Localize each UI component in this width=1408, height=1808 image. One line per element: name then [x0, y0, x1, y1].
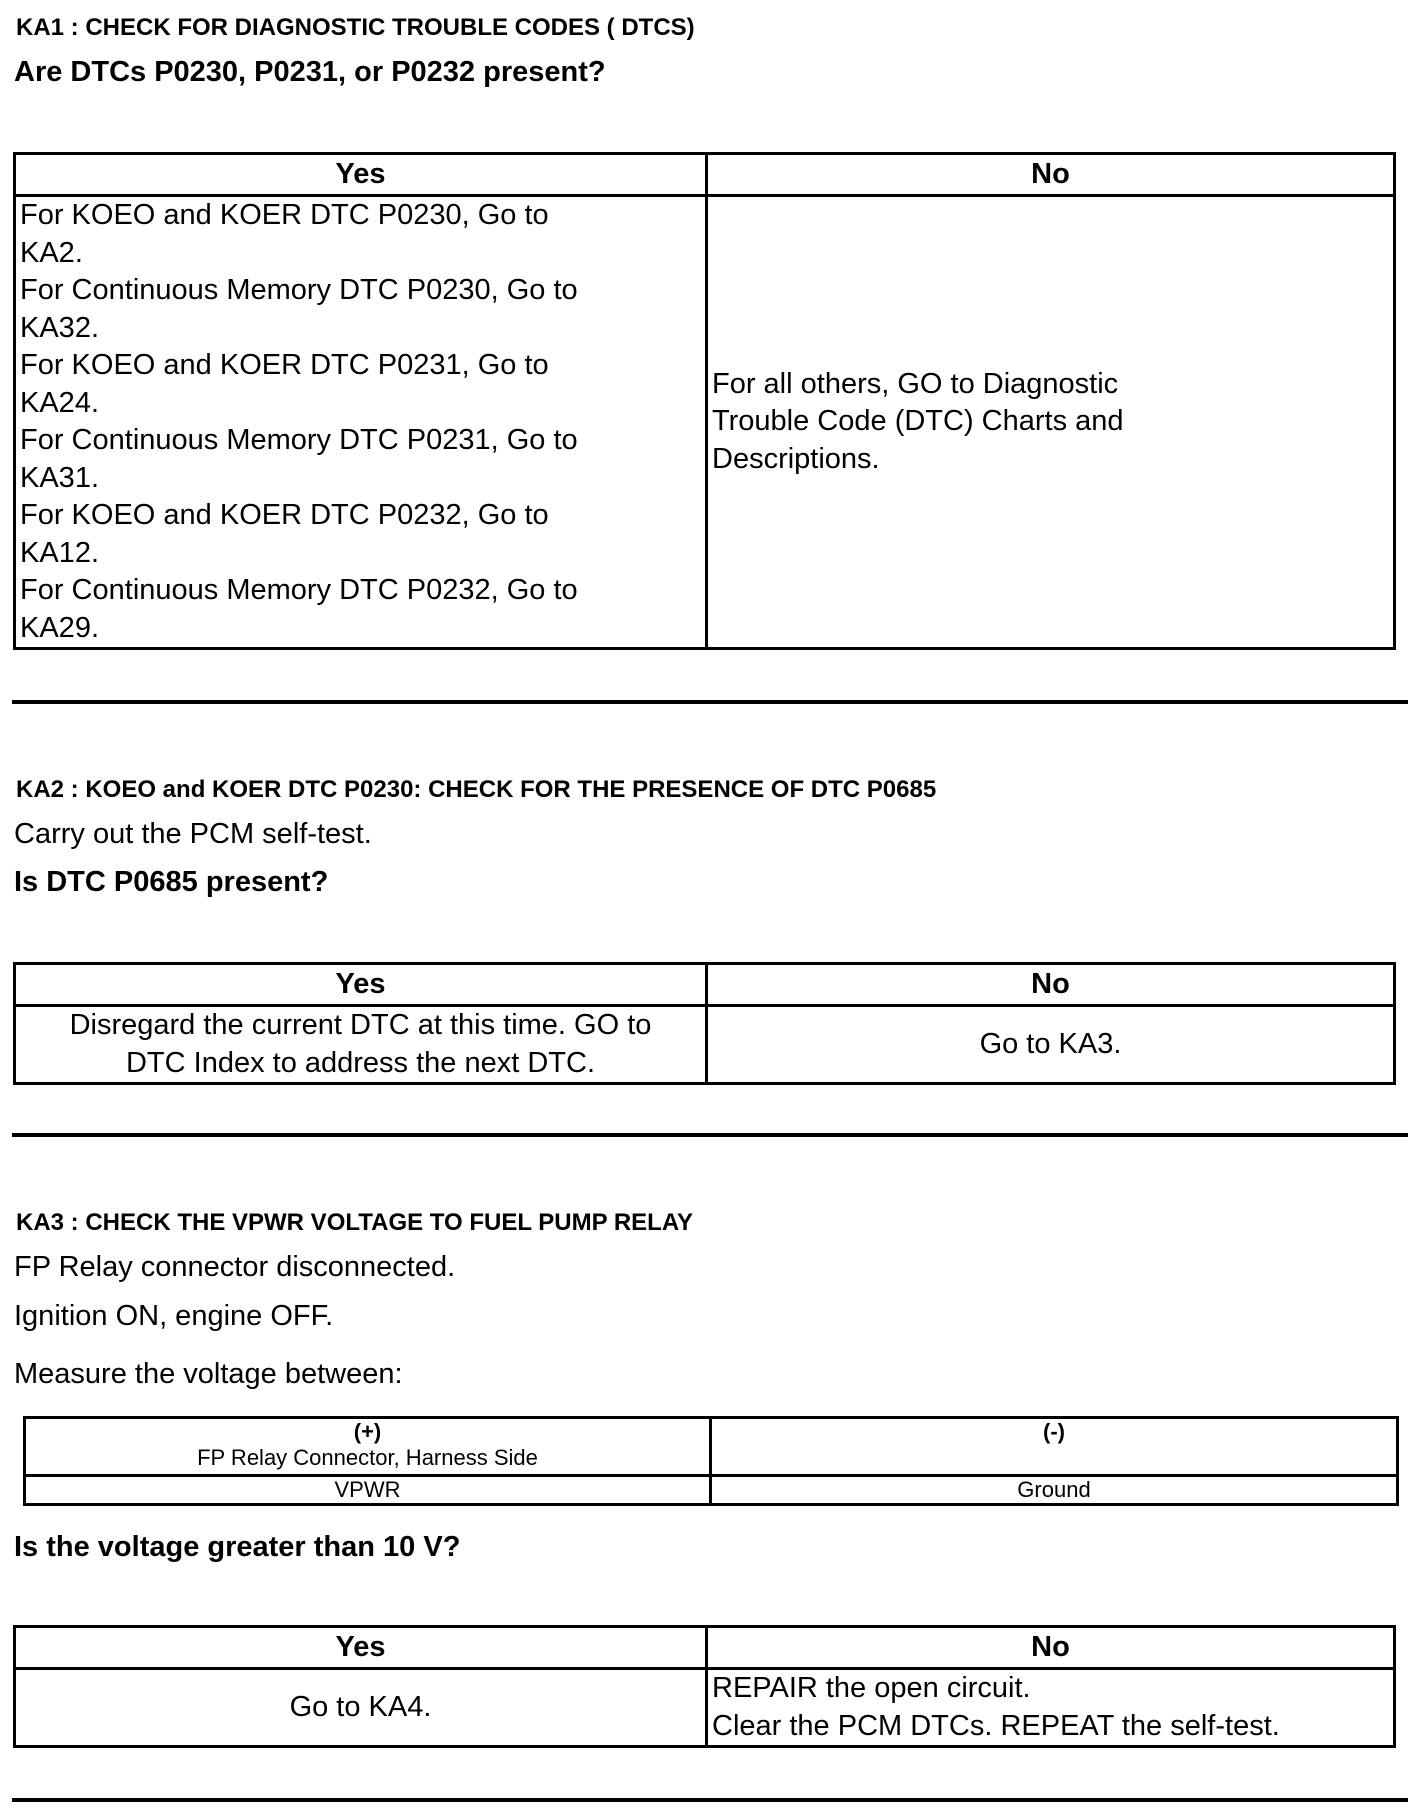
- plus-subheader: FP Relay Connector, Harness Side: [197, 1445, 538, 1470]
- section-divider: [12, 1798, 1408, 1802]
- section-divider: [12, 700, 1408, 704]
- yes-cell: Go to KA4.: [15, 1669, 707, 1747]
- yes-line: DTC Index to address the next DTC.: [125, 1046, 596, 1079]
- yes-line: KA29.: [20, 611, 99, 644]
- yes-line: KA24.: [20, 386, 99, 419]
- no-header: No: [707, 154, 1395, 196]
- ka1-heading: KA1 : CHECK FOR DIAGNOSTIC TROUBLE CODES ( DTCS): [16, 14, 695, 41]
- ka3-heading: KA3 : CHECK THE VPWR VOLTAGE TO FUEL PUMP RELAY: [16, 1209, 693, 1236]
- ka3-question: Is the voltage greater than 10 V?: [14, 1531, 461, 1563]
- yes-line: For Continuous Memory DTC P0232, Go to: [20, 574, 578, 606]
- no-line: Clear the PCM DTCs. REPEAT the self-test.: [712, 1709, 1280, 1742]
- yes-line: For Continuous Memory DTC P0230, Go to: [20, 274, 578, 306]
- no-line: REPAIR the open circuit.: [712, 1672, 1031, 1704]
- yes-line: For Continuous Memory DTC P0231, Go to: [20, 424, 578, 456]
- yes-line: KA32.: [20, 311, 99, 344]
- no-line: Descriptions.: [712, 442, 880, 475]
- section-divider: [12, 1133, 1408, 1137]
- plus-value: VPWR: [25, 1476, 711, 1505]
- yes-line: For KOEO and KOER DTC P0231, Go to: [20, 349, 549, 381]
- yes-cell: [15, 1006, 707, 1084]
- ka2-heading: KA2 : KOEO and KOER DTC P0230: CHECK FOR THE PRESENCE OF DTC P0685: [16, 776, 937, 803]
- ka1-decision-table: [13, 152, 1396, 650]
- plus-header-cell: [25, 1418, 711, 1476]
- yes-header: Yes: [15, 154, 707, 196]
- ka3-instruction-3: Measure the voltage between:: [14, 1358, 403, 1390]
- ka3-decision-table: [13, 1625, 1396, 1748]
- minus-value: Ground: [711, 1476, 1398, 1505]
- no-cell: [707, 196, 1395, 649]
- measure-table: [23, 1416, 1399, 1506]
- ka2-decision-table: [13, 962, 1396, 1085]
- yes-line: KA2.: [20, 236, 83, 269]
- ka1-question: Are DTCs P0230, P0231, or P0232 present?: [14, 56, 606, 88]
- no-cell: [707, 1669, 1395, 1747]
- ka2-instruction: Carry out the PCM self-test.: [14, 818, 372, 850]
- no-cell: Go to KA3.: [707, 1006, 1395, 1084]
- yes-line: KA31.: [20, 461, 99, 494]
- ka3-instruction-2: Ignition ON, engine OFF.: [14, 1300, 334, 1332]
- yes-header: Yes: [15, 1627, 707, 1669]
- yes-header: Yes: [15, 964, 707, 1006]
- no-header: No: [707, 964, 1395, 1006]
- no-line: For all others, GO to Diagnostic: [712, 367, 1119, 400]
- plus-header: (+): [353, 1419, 382, 1444]
- yes-line: For KOEO and KOER DTC P0232, Go to: [20, 499, 549, 531]
- ka3-instruction-1: FP Relay connector disconnected.: [14, 1251, 456, 1283]
- no-header: No: [707, 1627, 1395, 1669]
- yes-line: For KOEO and KOER DTC P0230, Go to: [20, 199, 549, 231]
- minus-header: (-): [711, 1418, 1398, 1476]
- no-line: Trouble Code (DTC) Charts and: [712, 405, 1124, 438]
- yes-line: Disregard the current DTC at this time. GO to: [69, 1009, 652, 1041]
- yes-cell: [15, 196, 707, 649]
- ka2-question: Is DTC P0685 present?: [14, 866, 329, 898]
- yes-line: KA12.: [20, 536, 99, 569]
